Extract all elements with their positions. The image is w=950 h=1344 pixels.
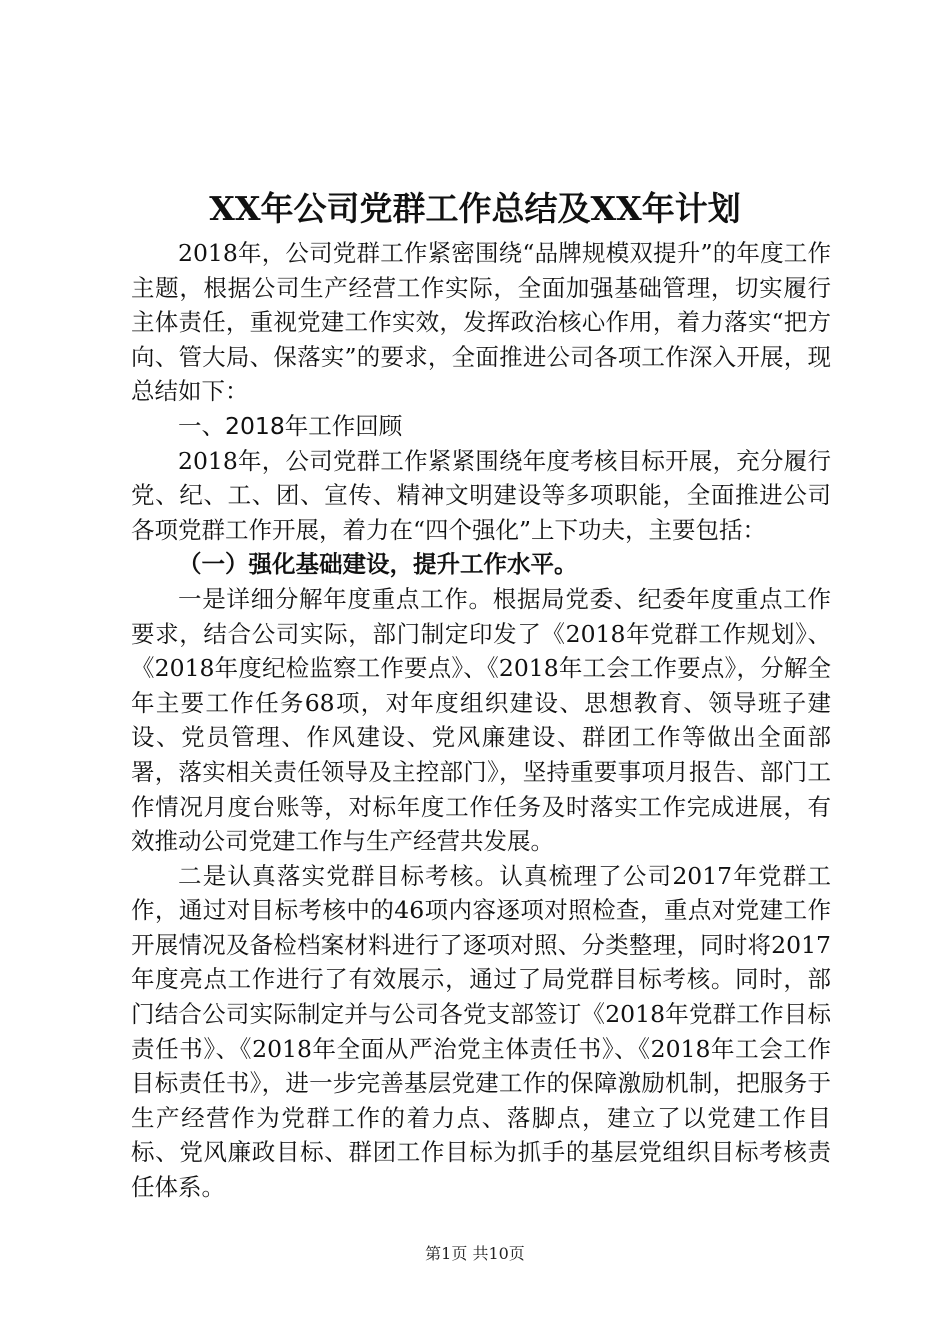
page-footer: 第1页 共10页	[425, 1244, 525, 1263]
subsection-heading: （一）强化基础建设，提升工作水平。	[178, 550, 578, 579]
document-body	[131, 236, 831, 1205]
document-title: XX年公司党群工作总结及XX年计划	[209, 189, 741, 228]
body-paragraph: 一是详细分解年度重点工作。根据局党委、纪委年度重点工作要求，结合公司实际，部门制定印发了《2018年党群工作规划》、《2018年度纪检监察工作要点》、《2018年工会工作要点》，分解全年主要工作任务68项，对年度组织建设、思想教育、领导班子建设、党员管理、作风建设、党风廉建设、群团工作等做出全面部署，落实相关责任领导及主控部门》，坚持重要事项月报告、部门工作情况月度台账等，对标年度工作任务及时落实工作完成进展，有效推动公司党建工作与生产经营共发展。	[131, 584, 831, 856]
section-heading: 一、2018年工作回顾	[178, 411, 403, 440]
intro-paragraph: 2018年，公司党群工作紧密围绕“品牌规模双提升”的年度工作主题，根据公司生产经营工作实际，全面加强基础管理，切实履行主体责任，重视党建工作实效，发挥政治核心作用，着力落实“把方向、管大局、保落实”的要求，全面推进公司各项工作深入开展，现总结如下：	[131, 239, 831, 406]
section-paragraph: 2018年，公司党群工作紧紧围绕年度考核目标开展，充分履行党、纪、工、团、宣传、精神文明建设等多项职能，全面推进公司各项党群工作开展，着力在“四个强化”上下功夫，主要包括：	[131, 446, 831, 544]
body-paragraph: 二是认真落实党群目标考核。认真梳理了公司2017年党群工作，通过对目标考核中的46项内容逐项对照检查，重点对党建工作开展情况及备检档案材料进行了逐项对照、分类整理，同时将2017年度亮点工作进行了有效展示，通过了局党群目标考核。同时，部门结合公司实际制定并与公司各党支部签订《2018年党群工作目标责任书》、《2018年全面从严治党主体责任书》、《2018年工会工作目标责任书》，进一步完善基层党建工作的保障激励机制，把服务于生产经营作为党群工作的着力点、落脚点，建立了以党建工作目标、党风廉政目标、群团工作目标为抓手的基层党组织目标考核责任体系。	[131, 861, 831, 1202]
